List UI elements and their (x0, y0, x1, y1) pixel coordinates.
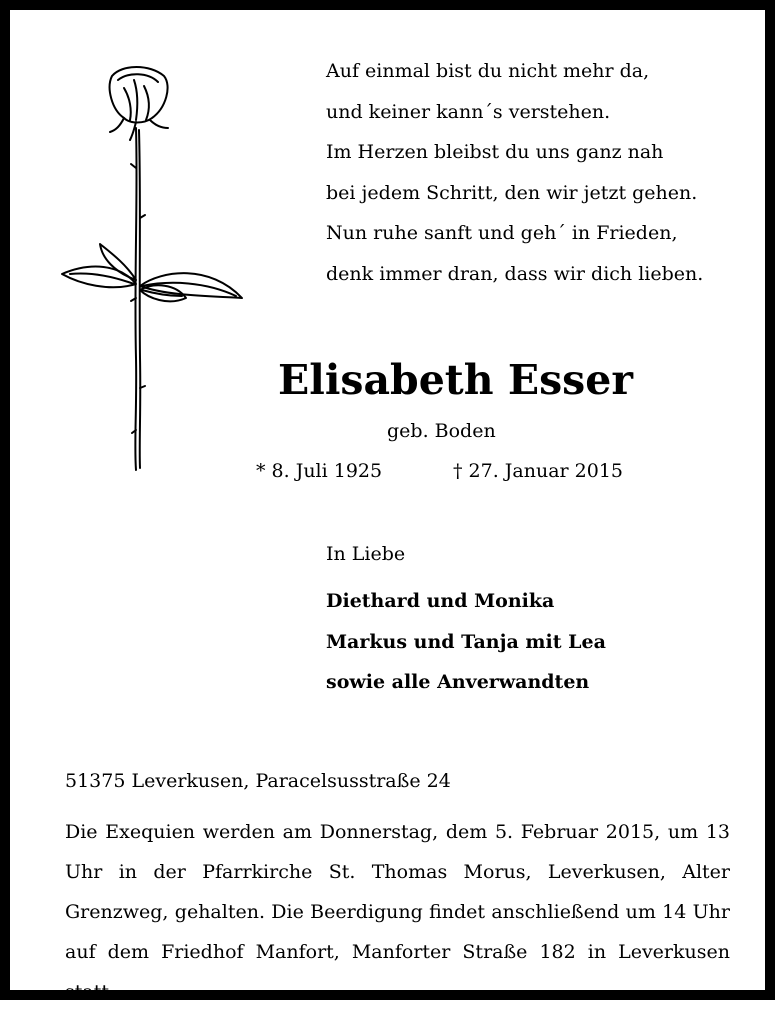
mourner-name: Diethard und Monika (326, 590, 555, 612)
poem-line: denk immer dran, dass wir dich lieben. (326, 262, 704, 285)
mourner-name: sowie alle Anverwandten (326, 671, 590, 693)
mourner-name: Markus und Tanja mit Lea (326, 630, 606, 653)
poem-line: Auf einmal bist du nicht mehr da, (326, 60, 650, 82)
rose-icon (50, 58, 250, 478)
poem-line: Nun ruhe sanft und geh´ in Frieden, (326, 222, 678, 244)
service-details: Die Exequien werden am Donnerstag, dem 5. Februar 2015, um 13 Uhr in der Pfarrkirche St. Thomas Morus, Leverkusen, Alter Grenzweg, gehalten. Die Beerdigung findet anschließend um 14 Uhr auf dem Friedhof Manfort, Manforter Straße 182 in Leverkusen statt. (65, 821, 730, 1003)
poem-line: und keiner kann´s verstehen. (326, 100, 611, 123)
poem-line: Im Herzen bleibst du uns ganz nah (326, 141, 664, 163)
maiden-name: geb. Boden (387, 420, 496, 442)
address: 51375 Leverkusen, Paracelsusstraße 24 (65, 770, 451, 792)
deceased-name: Elisabeth Esser (278, 356, 633, 404)
poem (326, 58, 703, 301)
birth-date: * 8. Juli 1925 (256, 460, 383, 482)
poem-line: bei jedem Schritt, den wir jetzt gehen. (326, 181, 698, 204)
mourners-intro: In Liebe (326, 543, 406, 565)
mourners-list (326, 588, 606, 710)
death-date: † 27. Januar 2015 (453, 460, 624, 482)
